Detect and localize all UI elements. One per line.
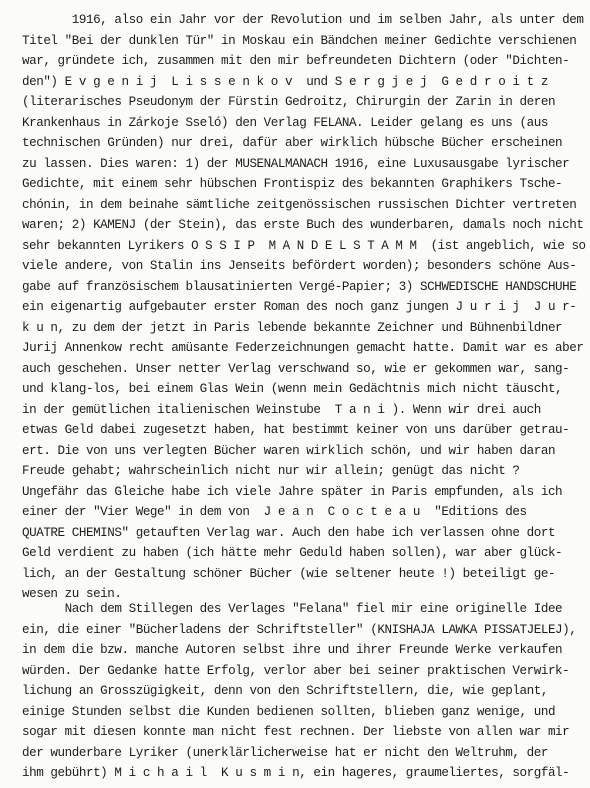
text-line: den") E v g e n i j L i s s e n k o v und S e r g j e j G e d r o i t z <box>22 74 548 89</box>
text-line: zu lassen. Dies waren: 1) der MUSENALMANACH 1916, eine Luxusausgabe lyrischer <box>22 156 570 171</box>
text-line: sehr bekannten Lyrikers O S S I P M A N D E L S T A M M (ist angeblich, wie so <box>22 238 586 253</box>
text-line: gabe auf französischem blausatinierten Vergé-Papier; 3) SCHWEDISCHE HANDSCHUHE <box>22 279 577 294</box>
text-line: einer der "Vier Wege" in dem von J e a n C o c t e a u "Editions des <box>22 505 527 519</box>
text-line: chónin, in dem beinahe sämtliche zeitgenössischen russischen Dichter vertreten <box>22 197 577 212</box>
text-line: würden. Der Gedanke hatte Erfolg, verlor aber bei seiner praktischen Verwirk- <box>22 663 570 678</box>
text-line: QUATRE CHEMINS" getauften Verlag war. Auch den habe ich verlassen ohne dort <box>22 525 556 540</box>
text-line: ert. Die von uns verlegten Bücher waren wirklich schön, und wir haben daran <box>22 443 556 458</box>
text-line: technischen Gründen) nur drei, dafür aber wirklich hübsche Bücher erscheinen <box>22 136 563 150</box>
text-line: war, gründete ich, zusammen mit den mir befreundeten Dichtern (oder "Dichten- <box>22 54 570 68</box>
text-line: in dem die bzw. manche Autoren selbst ihre und ihrer Freunde Werke verkaufen <box>22 643 563 657</box>
text-line: Nach dem Stillegen des Verlages "Felana" fiel mir eine originelle Idee <box>22 602 563 616</box>
text-line: lichung an Grosszügigkeit, denn von den Schriftstellern, die, wie geplant, <box>22 684 548 698</box>
text-line: (literarisches Pseudonym der Fürstin Gedroitz, Chirurgin der Zarin in deren <box>22 95 556 109</box>
text-line: Ungefähr das Gleiche habe ich viele Jahre später in Paris empfunden, als ich <box>22 484 563 499</box>
text-line: etwas Geld dabei zugesetzt haben, hat bestimmt keiner von uns darüber getrau- <box>22 423 570 437</box>
text-line: Jurij Annenkow recht amüsante Federzeichnungen gemacht hatte. Damit war es aber <box>22 341 584 355</box>
text-line: sogar mit diesen konnte man nicht fest rechnen. Der liebste von allen war mir <box>22 725 570 739</box>
text-line: wesen zu sein. <box>22 587 122 601</box>
text-line: in der gemütlichen italienischen Weinstube T a n i ). Wenn wir drei auch <box>22 402 541 417</box>
text-line: waren; 2) KAMENJ (der Stein), das erste Buch des wunderbaren, damals noch nicht <box>22 218 584 232</box>
text-line: ein, die einer "Bücherladens der Schriftsteller" (KNISHAJA LAWKA PISSATJELEJ), <box>22 622 577 637</box>
text-line: Titel "Bei der dunklen Tür" in Moskau ein Bändchen meiner Gedichte verschienen <box>22 33 577 48</box>
text-line: auch geschehen. Unser netter Verlag verschwand so, wie er gekommen war, sang- <box>22 361 570 376</box>
text-line: und klang-los, bei einem Glas Wein (wenn mein Gedächtnis mich nicht täuscht, <box>22 382 563 396</box>
text-line: Krankenhaus in Zárkoje Sseló) den Verlag FELANA. Leider gelang es uns (aus <box>22 115 548 130</box>
text-line: der wunderbare Lyriker (unerklärlicherweise hat er nicht den Weltruhm, der <box>22 745 548 760</box>
text-line: Gedichte, mit einem sehr hübschen Frontispiz des bekannten Graphikers Tsche- <box>22 177 563 191</box>
text-line: k u n, zu dem der jetzt in Paris lebende bekannte Zeichner und Bühnenbildner <box>22 320 563 335</box>
text-line: Geld verdient zu haben (ich hätte mehr Geduld haben sollen), war aber glück- <box>22 546 563 560</box>
text-line: einige Stunden selbst die Kunden bedienen sollten, blieben ganz wenige, und <box>22 704 556 719</box>
text-line: ihm gebührt) M i c h a i l K u s m i n, ein hageres, graumeliertes, sorgfäl- <box>22 766 570 780</box>
text-line: ein eigenartig aufgebauter erster Roman des noch ganz jungen J u r i j J u r- <box>22 300 577 314</box>
text-line: lich, an der Gestaltung schöner Bücher (wie seltener heute !) beteiligt ge- <box>22 566 556 581</box>
text-line: 1916, also ein Jahr vor der Revolution und im selben Jahr, als unter dem <box>22 13 584 27</box>
text-line: viele andere, von Stalin ins Jenseits befördert worden); besonders schöne Aus- <box>22 259 577 273</box>
text-line: Freude gehabt; wahrscheinlich nicht nur wir allein; genügt das nicht ? <box>22 464 520 478</box>
